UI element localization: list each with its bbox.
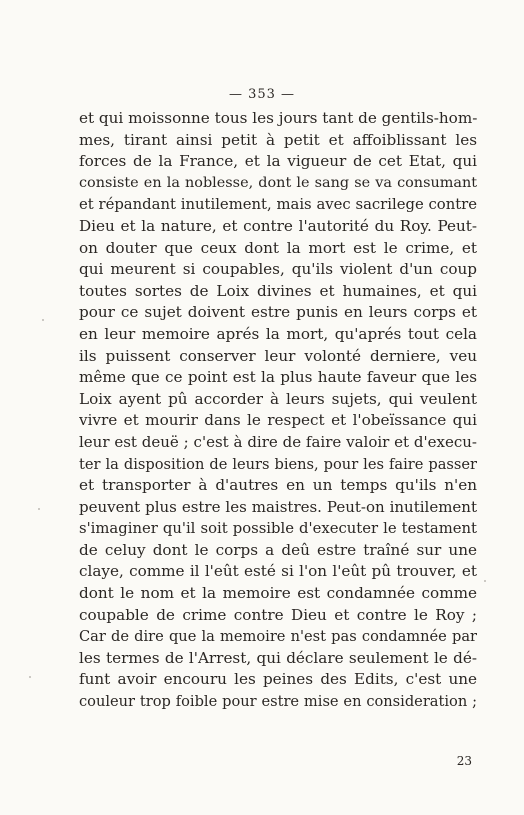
paper-speck <box>38 508 40 510</box>
text-line: claye, comme il l'eût esté si l'on l'eût pû trouver, et <box>79 562 477 581</box>
page-number-header: — 353 — <box>228 87 296 102</box>
text-line: vivre et mourir dans le respect et l'obeïssance qui <box>79 411 477 430</box>
text-line: forces de la France, et la vigueur de cet Etat, qui <box>79 152 477 171</box>
text-line: peuvent plus estre les maistres. Peut-on inutilement <box>79 497 477 516</box>
text-line: leur est deuë ; c'est à dire de faire valoir et d'execu- <box>79 432 477 451</box>
text-line: et qui moissonne tous les jours tant de gentils-hom- <box>79 109 477 127</box>
text-line: s'imaginer qu'il soit possible d'executer le testament <box>79 520 477 538</box>
text-line: Dieu et la nature, et contre l'autorité du Roy. Peut- <box>79 216 477 235</box>
body-text <box>79 108 477 713</box>
text-line: coupable de crime contre Dieu et contre le Roy ; <box>79 605 477 624</box>
text-line: mes, tirant ainsi petit à petit et affoiblissant les <box>79 130 477 149</box>
text-line: et transporter à d'autres en un temps qu'ils n'en <box>79 476 477 495</box>
text-line: ils puissent conserver leur volonté derniere, veu <box>79 346 477 365</box>
paper-speck <box>484 580 486 582</box>
text-line: on douter que ceux dont la mort est le crime, et <box>79 238 477 257</box>
signature-mark: 23 <box>456 754 472 768</box>
text-line: pour ce sujet doivent estre punis en leurs corps et <box>79 303 477 322</box>
text-line: dont le nom et la memoire est condamnée comme <box>79 584 477 603</box>
text-line: et répandant inutilement, mais avec sacrilege contre <box>79 196 477 214</box>
text-line: toutes sortes de Loix divines et humaines, et qui <box>79 281 477 300</box>
text-line: les termes de l'Arrest, qui déclare seulement le dé- <box>79 648 477 667</box>
text-line: ter la disposition de leurs biens, pour les faire passer <box>79 455 477 473</box>
text-line: de celuy dont le corps a deû estre traîné sur une <box>79 540 477 559</box>
paper-speck <box>42 319 44 321</box>
text-line: couleur trop foible pour estre mise en consideration ; <box>79 693 477 711</box>
text-line: consiste en la noblesse, dont le sang se va consumant <box>79 174 477 191</box>
text-line: même que ce point est la plus haute faveur que les <box>79 368 477 387</box>
text-line: en leur memoire aprés la mort, qu'aprés tout cela <box>79 324 477 343</box>
text-line: Loix ayent pû accorder à leurs sujets, qui veulent <box>79 389 477 408</box>
paper-speck <box>29 676 31 678</box>
text-line: Car de dire que la memoire n'est pas condamnée par <box>79 628 477 646</box>
text-line: funt avoir encouru les peines des Edits, c'est une <box>79 670 477 689</box>
text-line: qui meurent si coupables, qu'ils violent d'un coup <box>79 260 477 279</box>
